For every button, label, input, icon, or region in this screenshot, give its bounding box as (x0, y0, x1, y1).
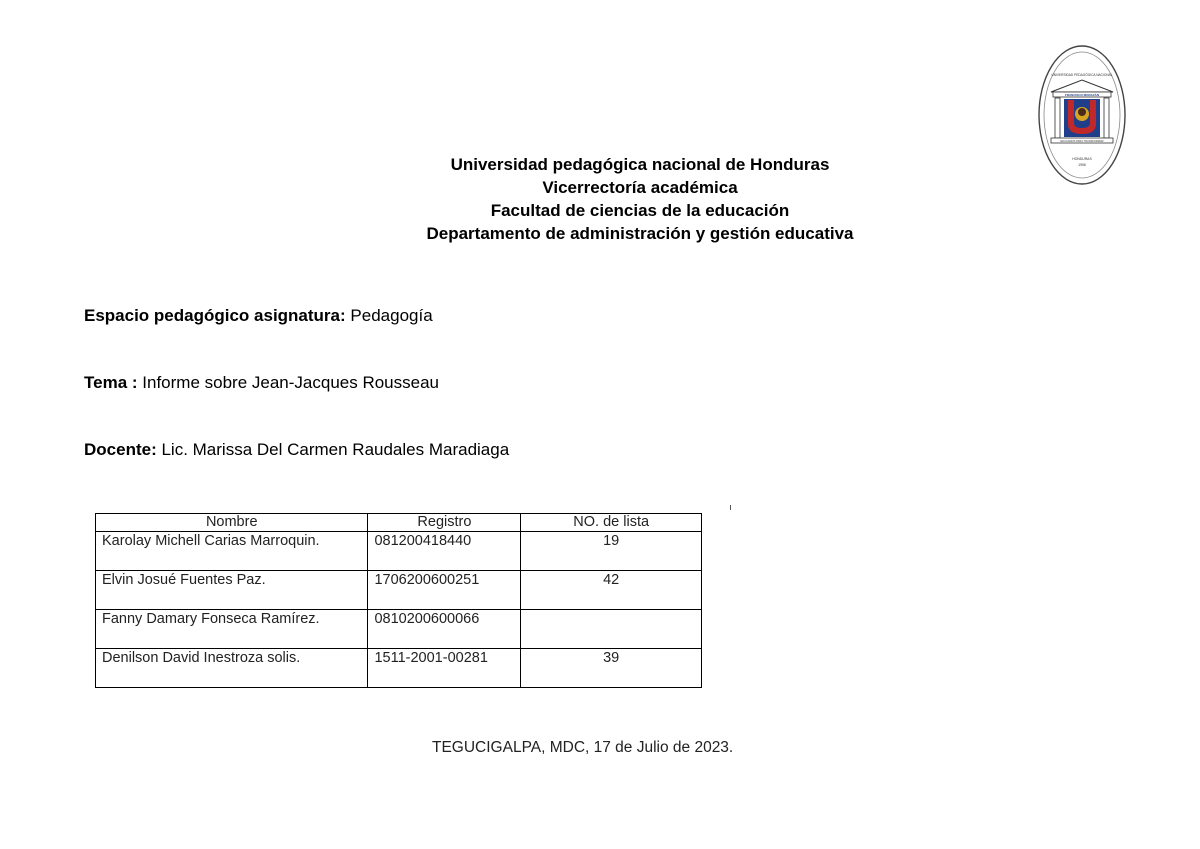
docente-label: Docente: (84, 440, 157, 459)
tema-value: Informe sobre Jean-Jacques Rousseau (142, 373, 440, 392)
university-seal-icon (1037, 44, 1127, 186)
institution-header (330, 153, 950, 245)
cell-registro: 081200418440 (368, 532, 521, 571)
header-numero-lista: NO. de lista (521, 514, 702, 532)
cell-registro: 1511-2001-00281 (368, 649, 521, 688)
cell-numero-lista: 39 (521, 649, 702, 688)
cell-numero-lista: 19 (521, 532, 702, 571)
faculty-name: Facultad de ciencias de la educación (490, 201, 790, 220)
cell-nombre: Karolay Michell Carias Marroquin. (96, 532, 368, 571)
table-row (96, 571, 702, 610)
table-row (96, 649, 702, 688)
cell-registro: 1706200600251 (368, 571, 521, 610)
docente-field (84, 440, 509, 460)
place-and-date: TEGUCIGALPA, MDC, 17 de Julio de 2023. (432, 739, 734, 756)
cell-nombre: Elvin Josué Fuentes Paz. (96, 571, 368, 610)
tema-field (84, 373, 439, 393)
table-row (96, 532, 702, 571)
cell-nombre: Denilson David Inestroza solis. (96, 649, 368, 688)
cell-numero-lista (521, 610, 702, 649)
table-row (96, 610, 702, 649)
tema-label: Tema : (84, 373, 138, 392)
svg-text:UNIVERSIDAD PEDAGÓGICA NACIONA: UNIVERSIDAD PEDAGÓGICA NACIONAL (1051, 73, 1113, 77)
cell-numero-lista: 42 (521, 571, 702, 610)
vice-rectory: Vicerrectoría académica (542, 178, 738, 197)
stray-mark (730, 505, 731, 510)
students-table (95, 513, 702, 688)
cell-nombre: Fanny Damary Fonseca Ramírez. (96, 610, 368, 649)
table-header-row (96, 514, 702, 532)
university-name: Universidad pedagógica nacional de Honduras (450, 155, 830, 174)
docente-value: Lic. Marissa Del Carmen Raudales Maradiaga (161, 440, 510, 459)
header-nombre: Nombre (96, 514, 368, 532)
svg-text:1956: 1956 (1078, 163, 1086, 167)
svg-text:EDUCAMOS PARA TRANSFORMAR: EDUCAMOS PARA TRANSFORMAR (1060, 140, 1104, 143)
asignatura-field (84, 306, 433, 326)
svg-text:HONDURAS: HONDURAS (1072, 157, 1092, 161)
svg-text:FRANCISCO MORAZÁN: FRANCISCO MORAZÁN (1065, 93, 1099, 97)
department-name: Departamento de administración y gestión educativa (426, 224, 854, 243)
asignatura-label: Espacio pedagógico asignatura: (84, 306, 346, 325)
header-registro: Registro (368, 514, 521, 532)
asignatura-value: Pedagogía (350, 306, 433, 325)
cell-registro: 0810200600066 (368, 610, 521, 649)
